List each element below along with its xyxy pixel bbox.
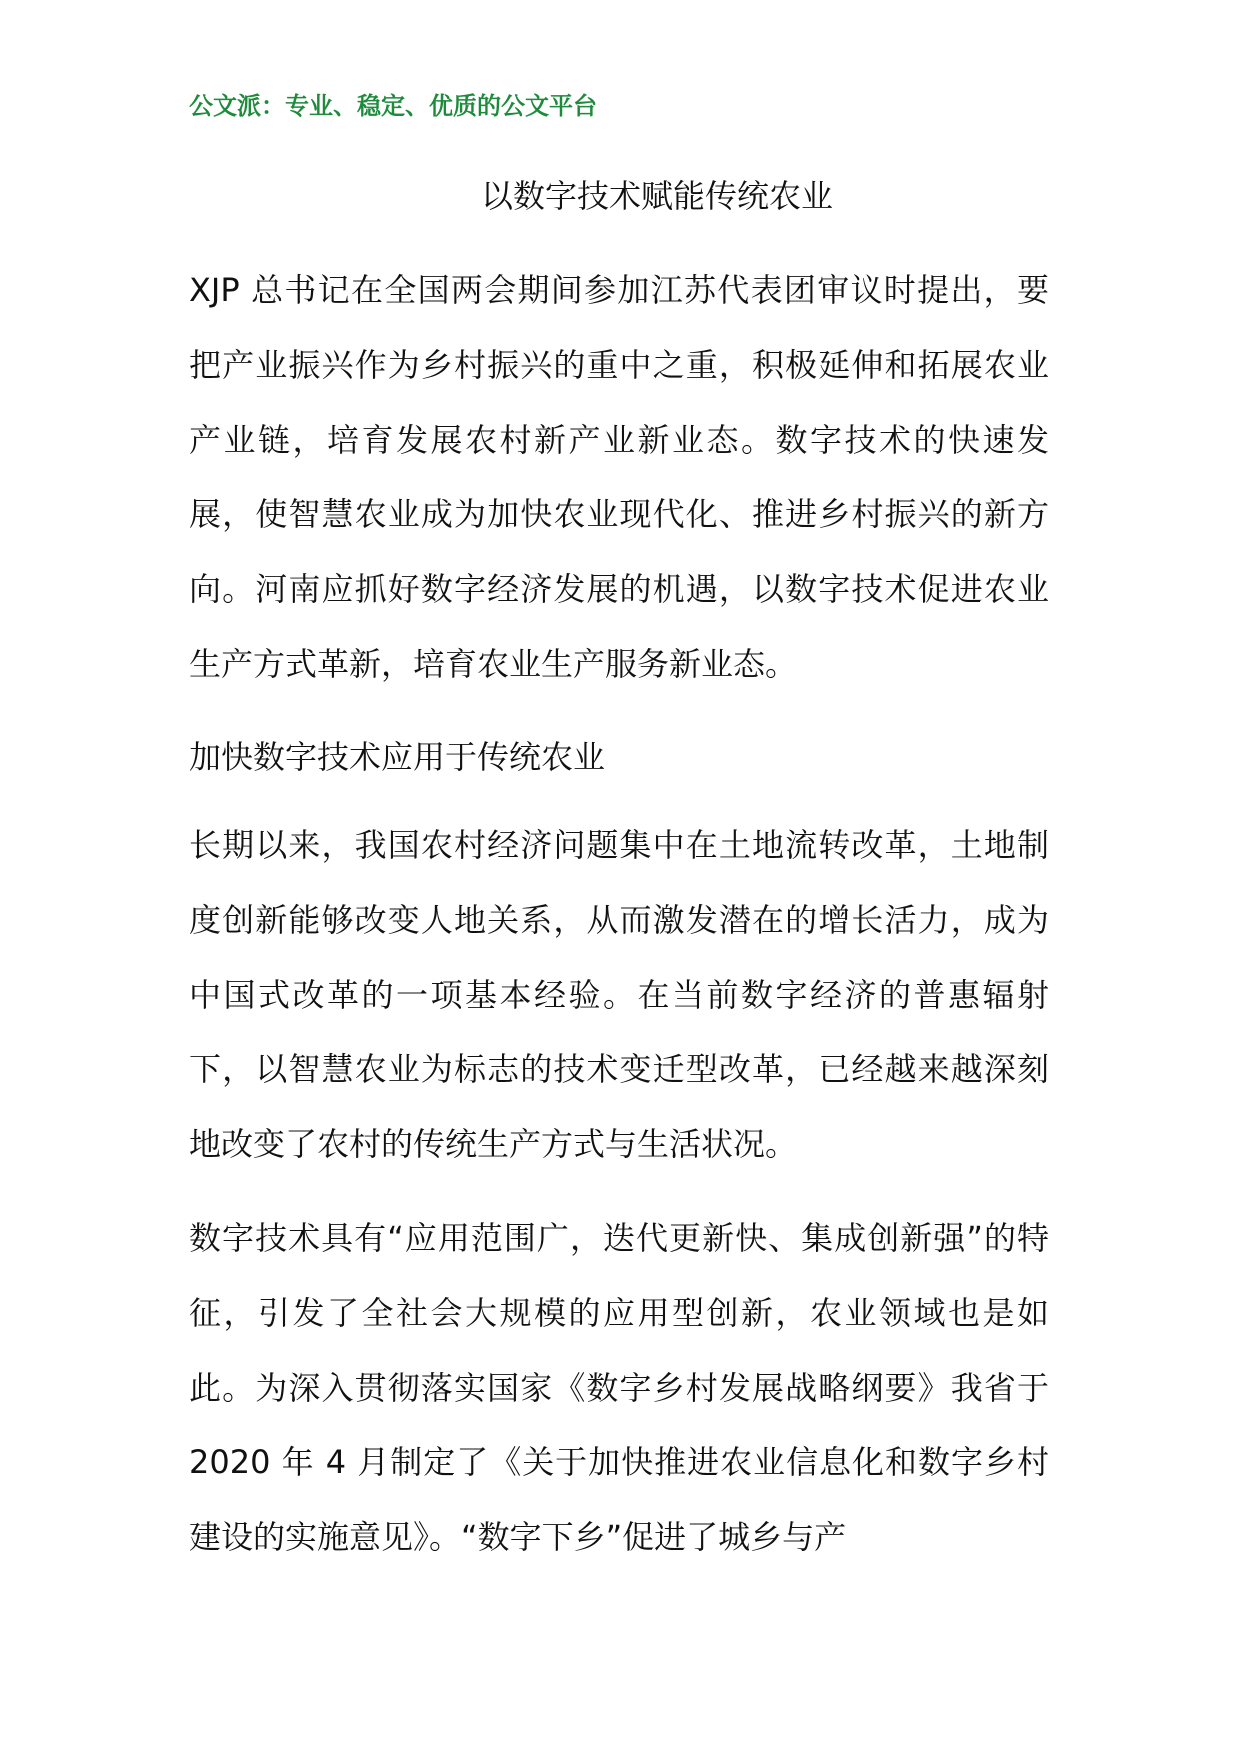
document-title: 以数字技术赋能传统农业 — [480, 177, 833, 215]
paragraph: XJP 总书记在全国两会期间参加江苏代表团审议时提出，要把产业振兴作为乡村振兴的重中之重，积极延伸和拓展农业产业链，培育发展农村新产业新业态。数字技术的快速发展，使智慧农业成为加快农业现代化、推进乡村振兴的新方向。河南应抓好数字经济发展的机遇，以数字技术促进农业生产方式革新，培育农业生产服务新业态。 — [189, 271, 1049, 683]
paragraph: 数字技术具有“应用范围广，迭代更新快、集成创新强”的特征，引发了全社会大规模的应用型创新，农业领域也是如此。为深入贯彻落实国家《数字乡村发展战略纲要》我省于 2020 年 4 月制定了《关于加快推进农业信息化和数字乡村建设的实施意见》。“数字下乡”促进了城乡与产 — [189, 1219, 1049, 1557]
platform-header-note: 公文派：专业、稳定、优质的公文平台 — [189, 92, 597, 120]
section-heading: 加快数字技术应用于传统农业 — [189, 738, 606, 776]
paragraph: 长期以来，我国农村经济问题集中在土地流转改革，土地制度创新能够改变人地关系，从而激发潜在的增长活力，成为中国式改革的一项基本经验。在当前数字经济的普惠辐射下，以智慧农业为标志的技术变迁型改革，已经越来越深刻地改变了农村的传统生产方式与生活状况。 — [189, 826, 1049, 1164]
